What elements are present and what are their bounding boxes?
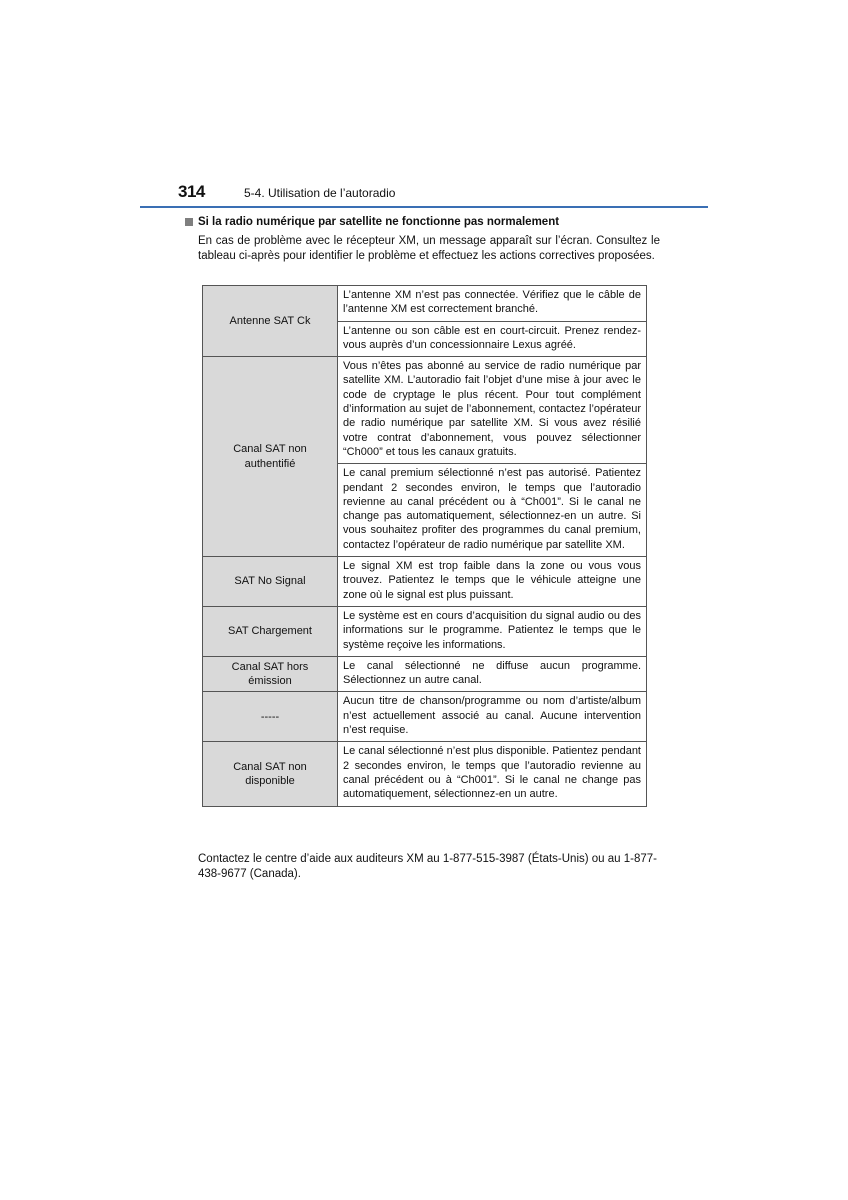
section-title: 5-4. Utilisation de l’autoradio — [244, 186, 396, 200]
table-row — [203, 557, 647, 607]
action-cell: Vous n’êtes pas abonné au service de radio numérique par satellite XM. L’autoradio fait l’objet d’une mise à jour avec le code de cryptage le plus récent. Pour tout complément d’information au sujet de l’abonnement, contactez l’opérateur de radio numérique par satellite XM. Si vous avez résilié votre contrat d’abonnement, vous pouvez sélectionner “Ch000” et tous les canaux gratuits. — [338, 357, 647, 464]
troubleshooting-table — [202, 285, 647, 807]
action-cell: Le système est en cours d’acquisition du signal audio ou des informations sur le programme. Patientez le temps que le système reçoive les informations. — [338, 606, 647, 656]
message-cell: SAT Chargement — [203, 606, 338, 656]
message-cell: Antenne SAT Ck — [203, 286, 338, 357]
action-cell: L’antenne ou son câble est en court-circuit. Prenez rendez-vous auprès d’un concessionnaire Lexus agréé. — [338, 321, 647, 357]
action-cell: Le canal sélectionné n’est plus disponible. Patientez pendant 2 secondes environ, le temps que l’autoradio revienne au canal précédent ou à “Ch001”. Si le canal ne change pas automatiquement, sélectionnez-en un autre. — [338, 742, 647, 806]
header-divider — [140, 206, 708, 208]
table-row — [203, 286, 647, 322]
table-row — [203, 357, 647, 464]
action-cell: Le canal premium sélectionné n’est pas autorisé. Patientez pendant 2 secondes environ, le temps que l’autoradio revienne au canal précédent ou à “Ch001”. Si le canal ne change pas automatiquement, sélectionnez-en un autre. Si vous souhaitez profiter des programmes du canal premium, contactez l’opérateur de radio numérique par satellite XM. — [338, 464, 647, 557]
subheading — [185, 216, 559, 228]
table-row — [203, 606, 647, 656]
page-header — [140, 182, 708, 208]
action-cell: Le signal XM est trop faible dans la zone ou vous vous trouvez. Patientez le temps que le véhicule atteigne une zone où le signal est plus puissant. — [338, 557, 647, 607]
message-cell: Canal SAT hors émission — [203, 656, 338, 692]
page-number: 314 — [178, 182, 205, 201]
action-cell: L’antenne XM n’est pas connectée. Vérifiez que le câble de l’antenne XM est correctement branché. — [338, 286, 647, 322]
message-cell: Canal SAT non authentifié — [203, 357, 338, 557]
message-cell: Canal SAT non disponible — [203, 742, 338, 806]
square-bullet-icon — [185, 218, 193, 226]
intro-paragraph: En cas de problème avec le récepteur XM, un message apparaît sur l’écran. Consultez le tableau ci-après pour identifier le problème et effectuez les actions correctives proposées. — [198, 235, 660, 262]
message-cell: ----- — [203, 692, 338, 742]
table-row — [203, 742, 647, 806]
action-cell: Le canal sélectionné ne diffuse aucun programme. Sélectionnez un autre canal. — [338, 656, 647, 692]
action-cell: Aucun titre de chanson/programme ou nom d’artiste/album n’est actuellement associé au canal. Aucune intervention n’est requise. — [338, 692, 647, 742]
message-cell: SAT No Signal — [203, 557, 338, 607]
subheading-text: Si la radio numérique par satellite ne fonctionne pas normalement — [198, 216, 560, 228]
table-row — [203, 656, 647, 692]
table-row — [203, 692, 647, 742]
contact-note: Contactez le centre d’aide aux auditeurs XM au 1-877-515-3987 (États-Unis) ou au 1-877-438-9677 (Canada). — [198, 853, 657, 880]
